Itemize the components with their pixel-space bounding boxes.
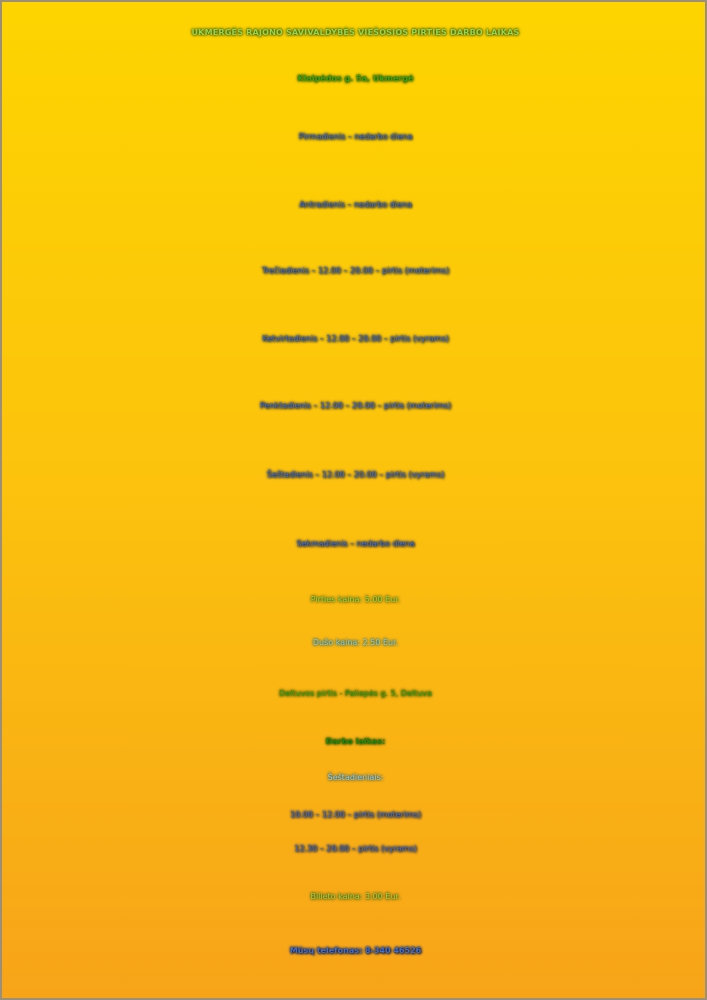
schedule-monday: Pirmadienis – nedarbo diena bbox=[298, 132, 413, 141]
branch-slot-men: 12.30 – 20.00 – pirtis (vyrams) bbox=[294, 844, 417, 853]
address: Klaipėdos g. 5a, Ukmergė bbox=[297, 74, 414, 83]
branch-hours-label: Darbo laikas: bbox=[325, 737, 386, 746]
schedule-wednesday: Trečiadienis – 12.00 – 20.00 – pirtis (moterims) bbox=[261, 266, 450, 275]
poster-title: UKMERGĖS RAJONO SAVIVALDYBĖS VIEŠOSIOS PIRTIES DARBO LAIKAS bbox=[191, 28, 520, 37]
schedule-tuesday: Antradienis – nedarbo diena bbox=[299, 200, 412, 209]
schedule-thursday: Ketvirtadienis – 12.00 – 20.00 – pirtis (vyrams) bbox=[262, 334, 449, 343]
schedule-sunday: Sekmadienis – nedarbo diena bbox=[296, 539, 415, 548]
phone-number: Mūsų telefonas: 8-340 46526 bbox=[289, 946, 422, 955]
sauna-price: Pirties kaina: 5.00 Eur. bbox=[310, 595, 401, 604]
schedule-saturday: Šeštadienis – 12.00 – 20.00 – pirtis (vyrams) bbox=[266, 470, 445, 479]
branch-name: Deltuvos pirtis - Paliepės g. 5, Deltuva bbox=[279, 689, 432, 698]
schedule-friday: Penktadienis – 12.00 – 20.00 – pirtis (moterims) bbox=[259, 401, 452, 410]
branch-days: Šeštadieniais: bbox=[327, 773, 384, 782]
branch-slot-women: 10.00 – 12.00 – pirtis (moterims) bbox=[289, 810, 422, 819]
shower-price: Dušo kaina: 2.50 Eur. bbox=[312, 638, 399, 647]
ticket-price: Bilieto kaina: 3.00 Eur. bbox=[310, 892, 401, 901]
